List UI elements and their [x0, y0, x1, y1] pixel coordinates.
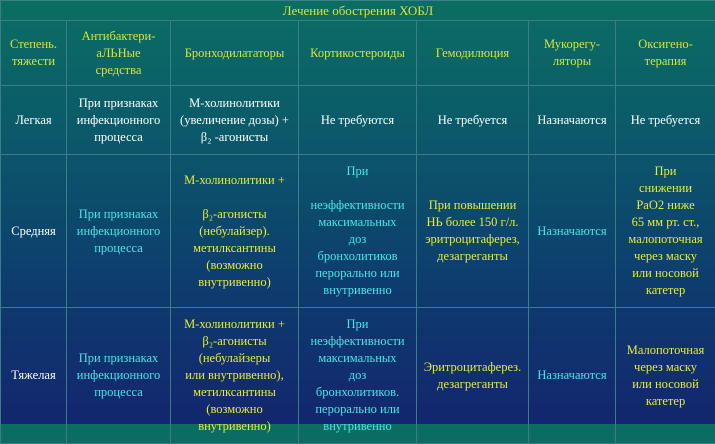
- cell-severity: Легкая: [1, 86, 67, 155]
- cell-mucoregulators: Назначаются: [529, 86, 616, 155]
- cell-antibacterial: При признаках инфекционного процесса: [67, 155, 171, 308]
- cell-oxygen: Не требуется: [616, 86, 715, 155]
- cell-antibacterial: При признаках инфекционного процесса: [67, 86, 171, 155]
- cell-hemodilution: Эритроцитаферез. дезагреганты: [417, 308, 529, 444]
- title-row: [1, 1, 715, 21]
- header-oxygen: Оксигено- терапия: [616, 21, 715, 86]
- cell-corticosteroids: При неэффективности максимальных доз бронхолитиков. перорально или внутривенно: [299, 308, 417, 444]
- cell-severity: Средняя: [1, 155, 67, 308]
- table-row-moderate: [1, 155, 715, 308]
- cell-antibacterial: При признаках инфекционного процесса: [67, 308, 171, 444]
- table-row-light: [1, 86, 715, 155]
- header-row: [1, 21, 715, 86]
- cell-bronchodilators: М-холинолитики + β₂-агонисты (небулайзер). метилксантины (возможно внутривенно): [171, 155, 299, 308]
- header-corticosteroids: Кортикостероиды: [299, 21, 417, 86]
- table-title: Лечение обострения ХОБЛ: [1, 1, 715, 21]
- header-antibacterial: Антибактери- aЛЬНые средства: [67, 21, 171, 86]
- cell-severity: Тяжелая: [1, 308, 67, 444]
- cell-oxygen: При снижении РаО2 ниже 65 мм рт. ст., малопоточная через маску или носовой катетер: [616, 155, 715, 308]
- cell-hemodilution: Не требуется: [417, 86, 529, 155]
- header-severity: Степень. тяжести: [1, 21, 67, 86]
- cell-bronchodilators: М-холинолитики + β₂-агонисты (небулайзеры или внутривенно), метилксантины (возможно внутривенно): [171, 308, 299, 444]
- header-bronchodilators: Бронходилататоры: [171, 21, 299, 86]
- cell-corticosteroids: При неэффективности максимальных доз бронхолитиков перорально или внутривенно: [299, 155, 417, 308]
- cell-oxygen: Малопоточная через маску или носовой катетер: [616, 308, 715, 444]
- header-mucoregulators: Мукорегу- ляторы: [529, 21, 616, 86]
- cell-mucoregulators: Назначаются: [529, 155, 616, 308]
- cell-mucoregulators: Назначаются: [529, 308, 616, 444]
- table-row-severe: [1, 308, 715, 444]
- cell-corticosteroids: Не требуются: [299, 86, 417, 155]
- header-hemodilution: Гемодилюция: [417, 21, 529, 86]
- cell-bronchodilators: М-холинолитики (увеличение дозы) + β₂ -агонисты: [171, 86, 299, 155]
- cell-hemodilution: При повышении НЬ более 150 г/л. эритроцитаферез, дезагреганты: [417, 155, 529, 308]
